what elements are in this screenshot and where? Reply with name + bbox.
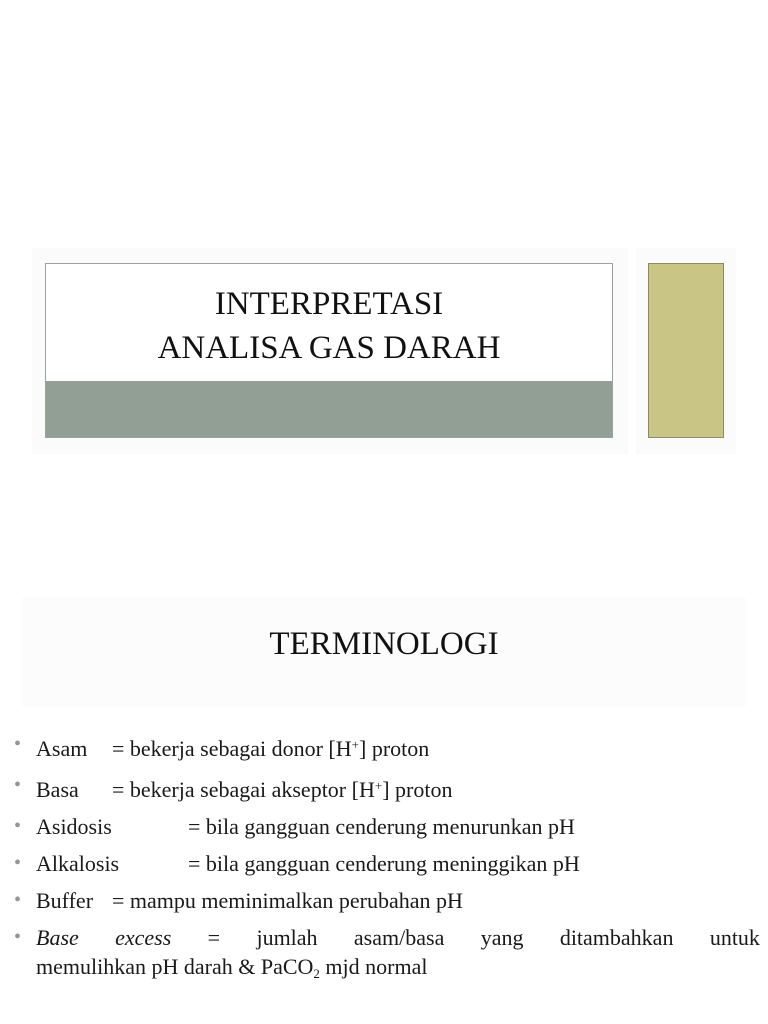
- list-item: [14, 882, 760, 919]
- terminology-header: [22, 598, 746, 706]
- definition-text: = bila gangguan cenderung menurunkan pH: [188, 814, 575, 839]
- bullet-icon: •: [14, 815, 22, 837]
- list-item: [14, 767, 760, 808]
- definition-text: = bila gangguan cenderung meninggikan pH: [188, 851, 580, 876]
- base-excess-line-1: Base excess = jumlah asam/basa yang ditambahkan untuk: [36, 919, 760, 953]
- slide-title: [46, 282, 612, 370]
- list-item: [14, 808, 760, 845]
- definition-text: = bekerja sebagai donor [H+] proton: [112, 736, 430, 761]
- accent-block: [648, 263, 724, 438]
- list-item: [14, 845, 760, 882]
- term-label: Alkalosis: [36, 851, 120, 876]
- definition-text: = bekerja sebagai akseptor [H+] proton: [112, 777, 453, 802]
- term-label: Buffer: [36, 888, 94, 913]
- term-label: excess: [115, 925, 172, 950]
- terminology-title: TERMINOLOGI: [269, 626, 499, 662]
- title-line-2: ANALISA GAS DARAH: [157, 330, 501, 366]
- term-label: Basa: [36, 777, 79, 802]
- bullet-icon: •: [14, 774, 22, 796]
- title-band: [46, 381, 612, 437]
- definition-text: = mampu meminimalkan perubahan pH: [112, 888, 463, 913]
- base-excess-line-2: memulihkan pH darah & PaCO$_2$ mjd normal: [36, 954, 428, 981]
- title-line-1: INTERPRETASI: [214, 286, 444, 322]
- bullet-icon: •: [14, 926, 22, 948]
- bullet-icon: •: [14, 889, 22, 911]
- bullet-icon: •: [14, 733, 22, 755]
- bullet-icon: •: [14, 852, 22, 874]
- title-box: [45, 263, 613, 438]
- term-label: Base: [36, 925, 79, 950]
- terminology-list: [14, 726, 760, 988]
- term-label: Asam: [36, 736, 88, 761]
- term-label: Asidosis: [36, 814, 112, 839]
- list-item: [14, 726, 760, 767]
- list-item: [14, 919, 760, 988]
